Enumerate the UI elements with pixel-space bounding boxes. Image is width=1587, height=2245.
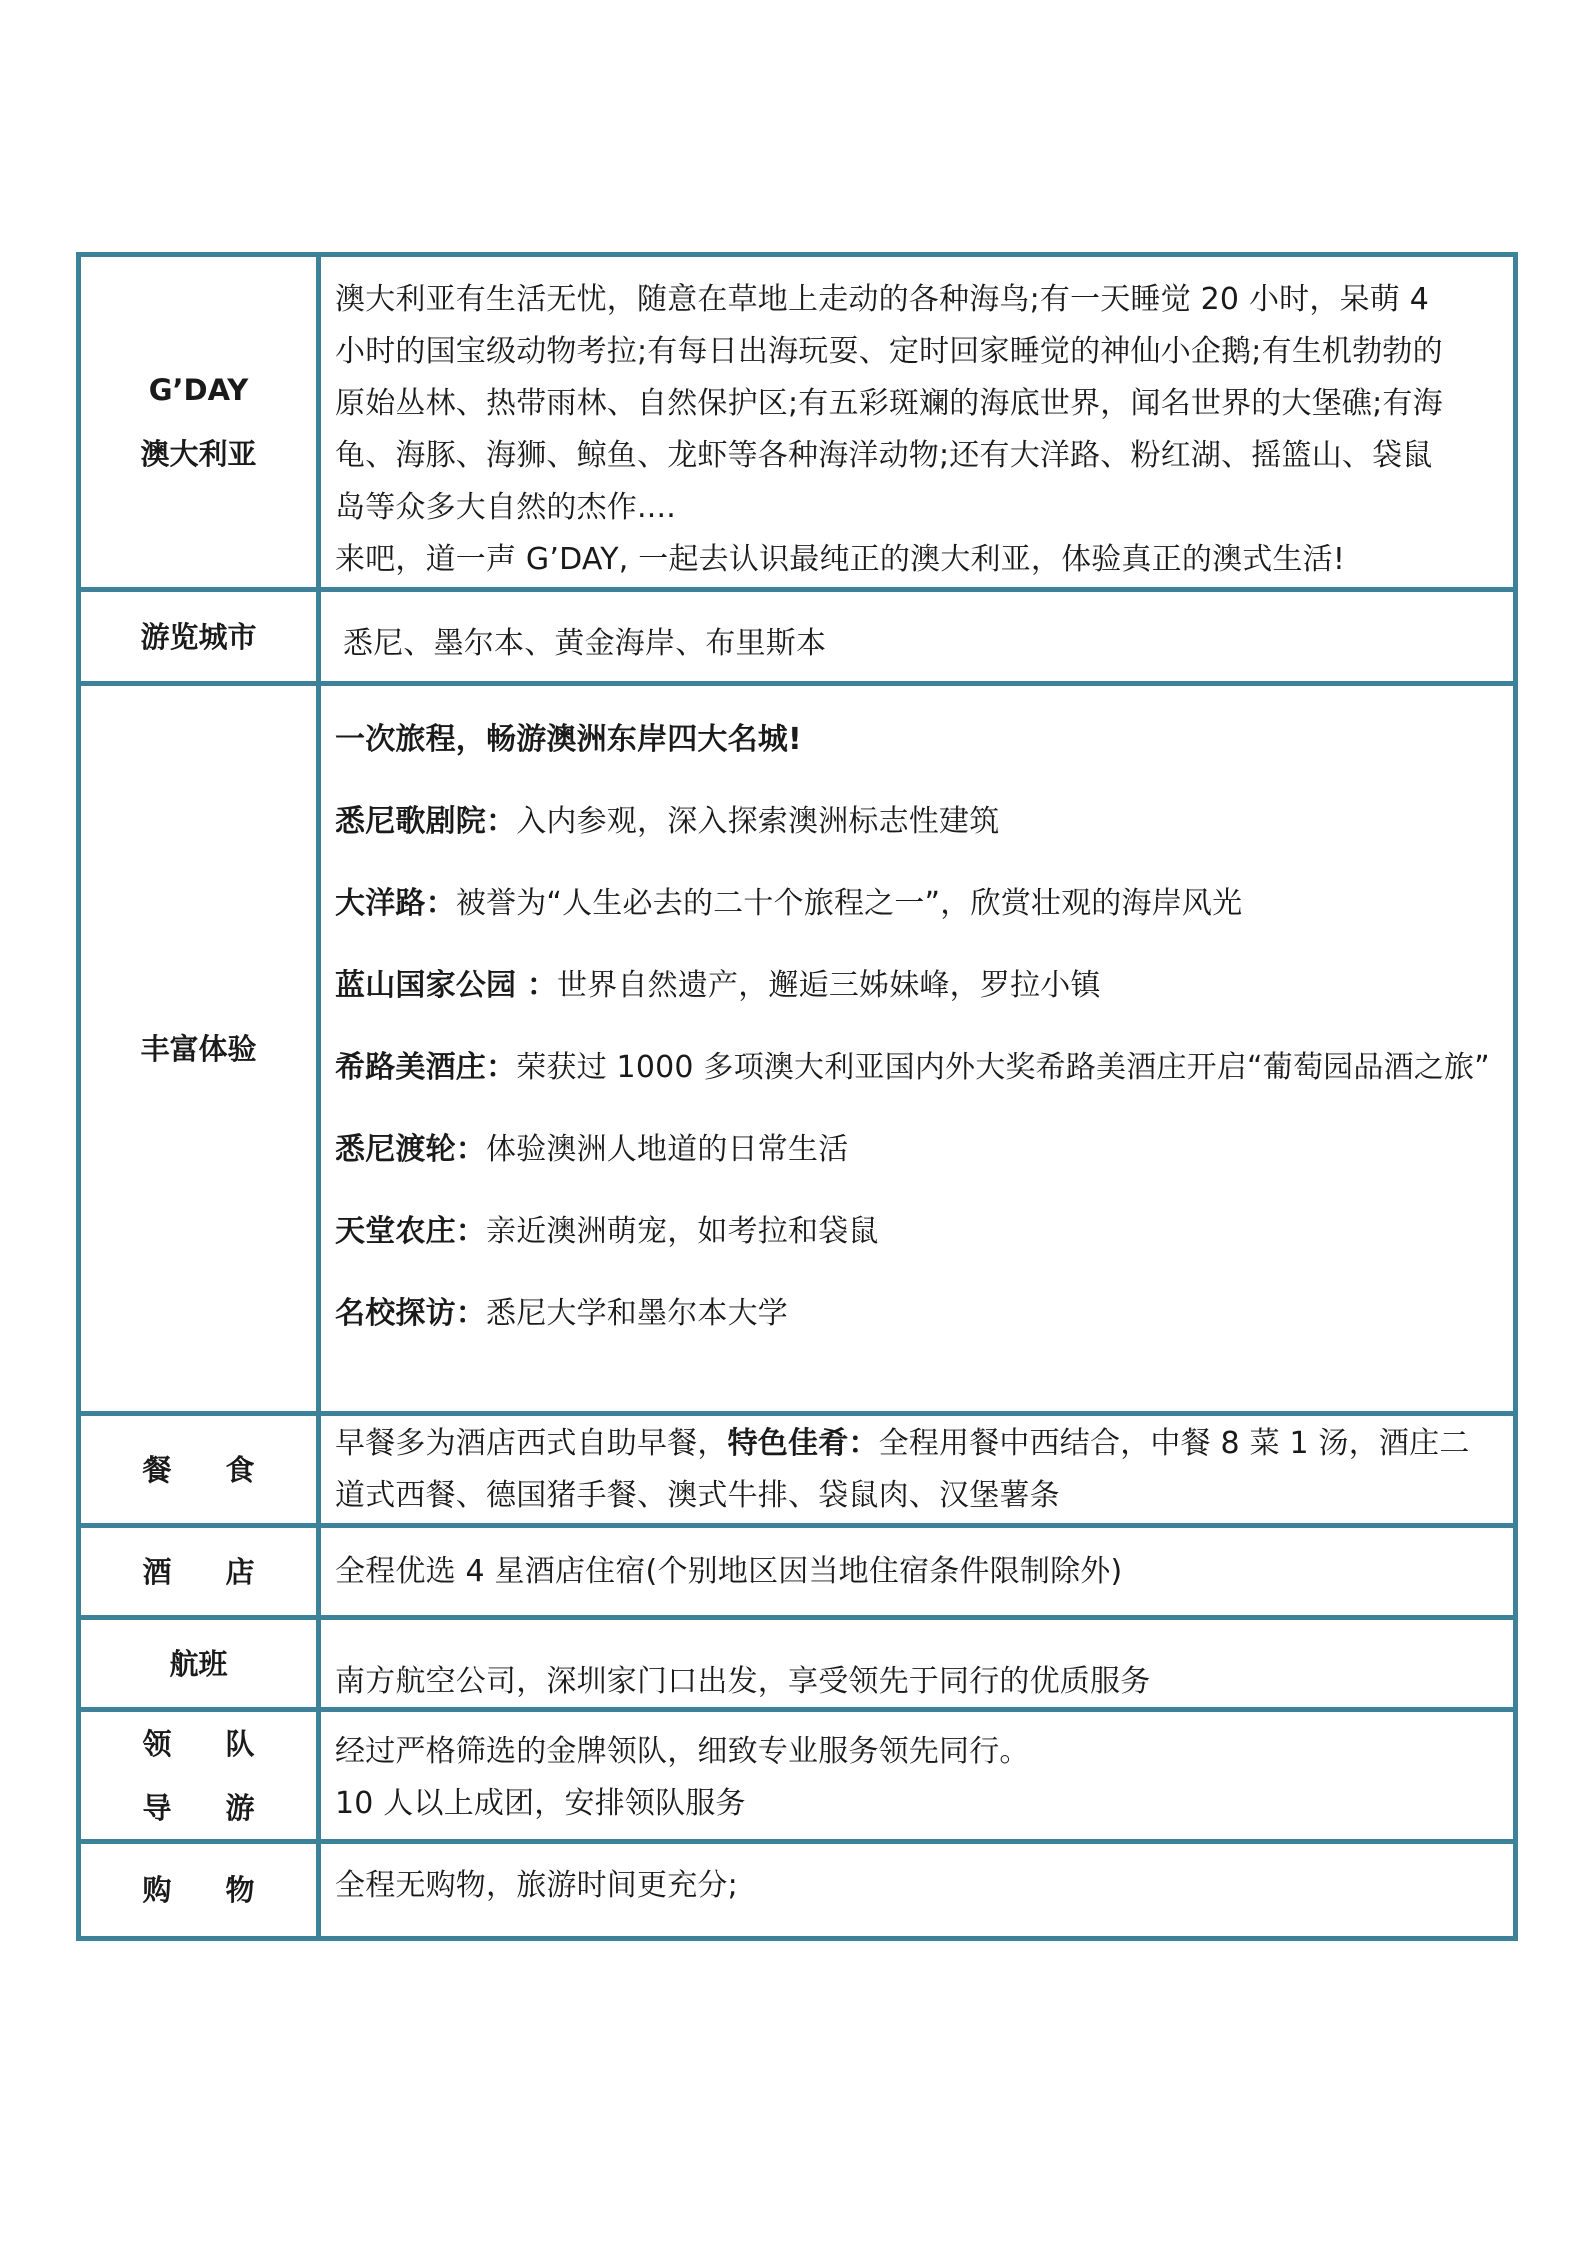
shopping-label-text: 购 物 bbox=[142, 1873, 277, 1907]
experience-item bbox=[335, 796, 1499, 848]
flight-label-text: 航班 bbox=[169, 1646, 228, 1681]
row-cities bbox=[81, 592, 1513, 686]
shopping-value: 全程无购物，旅游时间更充分; bbox=[335, 1868, 738, 1903]
intro-line: 原始丛林、热带雨林、自然保护区;有五彩斑斓的海底世界，闻名世界的大堡礁;有海 bbox=[335, 386, 1443, 421]
experience-item-title: 名校探访： bbox=[335, 1296, 486, 1331]
experience-item bbox=[335, 878, 1499, 930]
intro-content bbox=[321, 257, 1513, 587]
itinerary-table bbox=[76, 252, 1518, 1941]
flight-content bbox=[321, 1620, 1513, 1707]
experience-item bbox=[335, 1124, 1499, 1176]
flight-value: 南方航空公司，深圳家门口出发，享受领先于同行的优质服务 bbox=[335, 1664, 1151, 1699]
guide-line: 10 人以上成团，安排领队服务 bbox=[335, 1786, 746, 1821]
experience-item-text: 亲近澳洲萌宠，如考拉和袋鼠 bbox=[486, 1214, 879, 1249]
experience-item bbox=[335, 960, 1499, 1012]
experience-content bbox=[321, 686, 1513, 1411]
experience-item-text: 体验澳洲人地道的日常生活 bbox=[486, 1132, 849, 1167]
guide-label-line1: 领 队 bbox=[142, 1726, 277, 1761]
meals-text bbox=[335, 1418, 1499, 1522]
experience-item-title: 天堂农庄： bbox=[335, 1214, 486, 1249]
meals-highlight: 特色佳肴： bbox=[727, 1426, 879, 1461]
experience-item-text: 悉尼大学和墨尔本大学 bbox=[486, 1296, 788, 1331]
intro-label-line1: G’DAY bbox=[148, 373, 249, 407]
hotel-value: 全程优选 4 星酒店住宿(个别地区因当地住宿条件限制除外) bbox=[335, 1554, 1123, 1589]
flight-label bbox=[81, 1620, 321, 1707]
row-meals bbox=[81, 1416, 1513, 1528]
guide-content bbox=[321, 1712, 1513, 1839]
row-flight bbox=[81, 1620, 1513, 1712]
experience-item-title: 大洋路： bbox=[335, 886, 456, 921]
shopping-label bbox=[81, 1844, 321, 1936]
experience-label-text: 丰富体验 bbox=[140, 1031, 257, 1066]
experience-label bbox=[81, 686, 321, 1411]
row-guide bbox=[81, 1712, 1513, 1844]
intro-line: 龟、海豚、海狮、鲸鱼、龙虾等各种海洋动物;还有大洋路、粉红湖、摇篮山、袋鼠 bbox=[335, 438, 1433, 473]
intro-line: 岛等众多大自然的杰作.... bbox=[335, 490, 676, 525]
experience-item bbox=[335, 1206, 1499, 1258]
hotel-label-text: 酒 店 bbox=[142, 1554, 277, 1589]
cities-label-text: 游览城市 bbox=[140, 619, 257, 654]
cities-label bbox=[81, 592, 321, 681]
experience-item-title: 希路美酒庄： bbox=[335, 1050, 517, 1085]
guide-label-line2: 导 游 bbox=[142, 1790, 277, 1825]
intro-line: 小时的国宝级动物考拉;有每日出海玩耍、定时回家睡觉的神仙小企鹅;有生机勃勃的 bbox=[335, 334, 1443, 369]
experience-item-text: 被誉为“人生必去的二十个旅程之一”，欣赏壮观的海岸风光 bbox=[455, 886, 1243, 921]
meals-label bbox=[81, 1416, 321, 1523]
row-experience bbox=[81, 686, 1513, 1416]
intro-label bbox=[81, 257, 321, 587]
row-intro bbox=[81, 257, 1513, 592]
experience-item-text: 荣获过 1000 多项澳大利亚国内外大奖希路美酒庄开启“葡萄园品酒之旅” bbox=[516, 1050, 1490, 1085]
row-hotel bbox=[81, 1528, 1513, 1620]
guide-line: 经过严格筛选的金牌领队，细致专业服务领先同行。 bbox=[335, 1734, 1030, 1769]
meals-text-before: 早餐多为酒店西式自助早餐， bbox=[335, 1426, 728, 1461]
shopping-content bbox=[321, 1844, 1513, 1936]
meals-content bbox=[321, 1416, 1513, 1523]
hotel-content bbox=[321, 1528, 1513, 1615]
cities-value: 悉尼、墨尔本、黄金海岸、布里斯本 bbox=[343, 626, 827, 661]
guide-label bbox=[81, 1712, 321, 1839]
intro-label-line2: 澳大利亚 bbox=[140, 437, 257, 471]
meals-text-after: 全程用餐中西结合，中餐 8 菜 1 汤，酒庄二道式西餐、德国猪手餐、澳式牛排、袋鼠肉、汉堡薯条 bbox=[335, 1426, 1470, 1513]
experience-headline: 一次旅程，畅游澳洲东岸四大名城! bbox=[335, 722, 802, 757]
experience-item-text: 入内参观，深入探索澳洲标志性建筑 bbox=[516, 804, 1000, 839]
meals-label-text: 餐 食 bbox=[142, 1452, 277, 1487]
experience-item-title: 悉尼歌剧院： bbox=[335, 804, 517, 839]
experience-item-text: 世界自然遗产，邂逅三姊妹峰，罗拉小镇 bbox=[557, 968, 1101, 1003]
intro-line: 来吧，道一声 G’DAY, 一起去认识最纯正的澳大利亚，体验真正的澳式生活! bbox=[335, 542, 1346, 577]
hotel-label bbox=[81, 1528, 321, 1615]
experience-item-title: 悉尼渡轮： bbox=[335, 1132, 486, 1167]
experience-item bbox=[335, 1042, 1499, 1094]
experience-item-title: 蓝山国家公园 ： bbox=[335, 968, 558, 1003]
cities-content bbox=[321, 592, 1513, 681]
intro-line: 澳大利亚有生活无忧，随意在草地上走动的各种海鸟;有一天睡觉 20 小时，呆萌 4 bbox=[335, 282, 1429, 317]
row-shopping bbox=[81, 1844, 1513, 1936]
experience-item bbox=[335, 1288, 1499, 1340]
